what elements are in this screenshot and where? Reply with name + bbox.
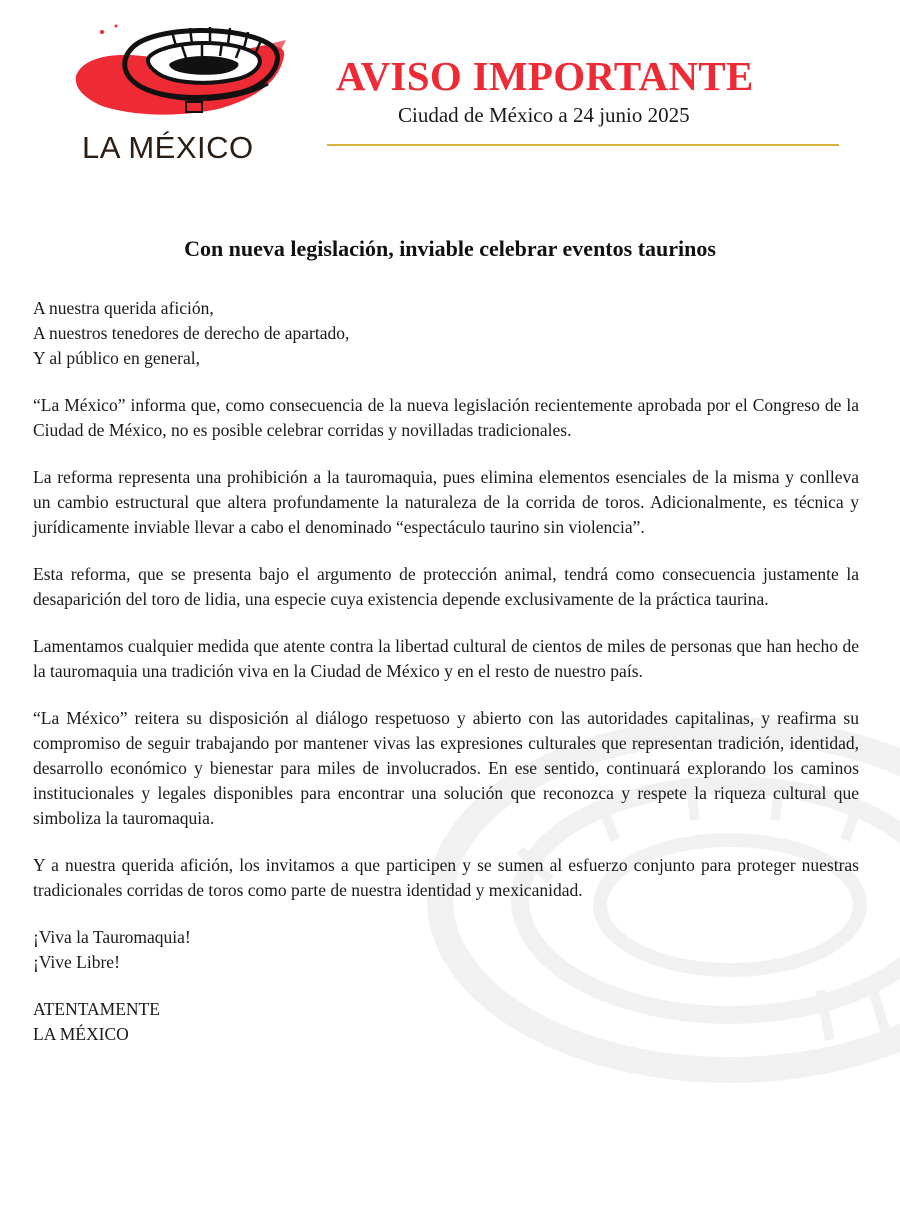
letter-body [33, 296, 859, 1047]
slogans [33, 925, 859, 975]
bullring-logo-icon [72, 18, 288, 130]
logo-wordmark: LA MÉXICO [82, 130, 254, 165]
slogan-line: ¡Vive Libre! [33, 952, 120, 972]
notice-date: Ciudad de México a 24 junio 2025 [398, 103, 690, 127]
salutation-line: Y al público en general, [33, 348, 200, 368]
paragraph: Esta reforma, que se presenta bajo el argumento de protección animal, tendrá como consecuencia justamente la desaparición del toro de lidia, una especie cuya existencia depende exclusivamente de la práctica taurina. [33, 564, 859, 609]
header-divider [327, 144, 839, 146]
paragraph: “La México” informa que, como consecuencia de la nueva legislación recientemente aprobada por el Congreso de la Ciudad de México, no es posible celebrar corridas y novilladas tradicionales. [33, 395, 859, 440]
headline: Con nueva legislación, inviable celebrar eventos taurinos [184, 236, 716, 261]
signature-line: ATENTAMENTE [33, 999, 160, 1019]
salutation [33, 296, 859, 371]
la-mexico-logo [72, 18, 288, 168]
paragraph: Y a nuestra querida afición, los invitamos a que participen y se sumen al esfuerzo conjunto para proteger nuestras tradicionales corridas de toros como parte de nuestra identidad y mexicanidad. [33, 855, 859, 900]
salutation-line: A nuestros tenedores de derecho de apartado, [33, 323, 350, 343]
paragraph: La reforma representa una prohibición a la tauromaquia, pues elimina elementos esenciales de la misma y conlleva un cambio estructural que altera profundamente la naturaleza de la corrida de toros. Adicionalmente, es técnica y jurídicamente inviable llevar a cabo el denominado “espectáculo taurino sin violencia”. [33, 467, 859, 537]
signature [33, 997, 859, 1047]
signature-line: LA MÉXICO [33, 1024, 129, 1044]
slogan-line: ¡Viva la Tauromaquia! [33, 927, 191, 947]
paragraph: Lamentamos cualquier medida que atente contra la libertad cultural de cientos de miles de personas que han hecho de la tauromaquia una tradición viva en la Ciudad de México y en el resto de nuestro país. [33, 636, 859, 681]
paragraph: “La México” reitera su disposición al diálogo respetuoso y abierto con las autoridades capitalinas, y reafirma su compromiso de seguir trabajando por mantener vivas las expresiones culturales que representan tradición, identidad, desarrollo económico y bienestar para miles de involucrados. En ese sentido, continuará explorando los caminos institucionales y legales disponibles para encontrar una solución que reconozca y respete la riqueza cultural que simboliza la tauromaquia. [33, 708, 859, 828]
notice-title: AVISO IMPORTANTE [336, 53, 754, 99]
salutation-line: A nuestra querida afición, [33, 298, 214, 318]
